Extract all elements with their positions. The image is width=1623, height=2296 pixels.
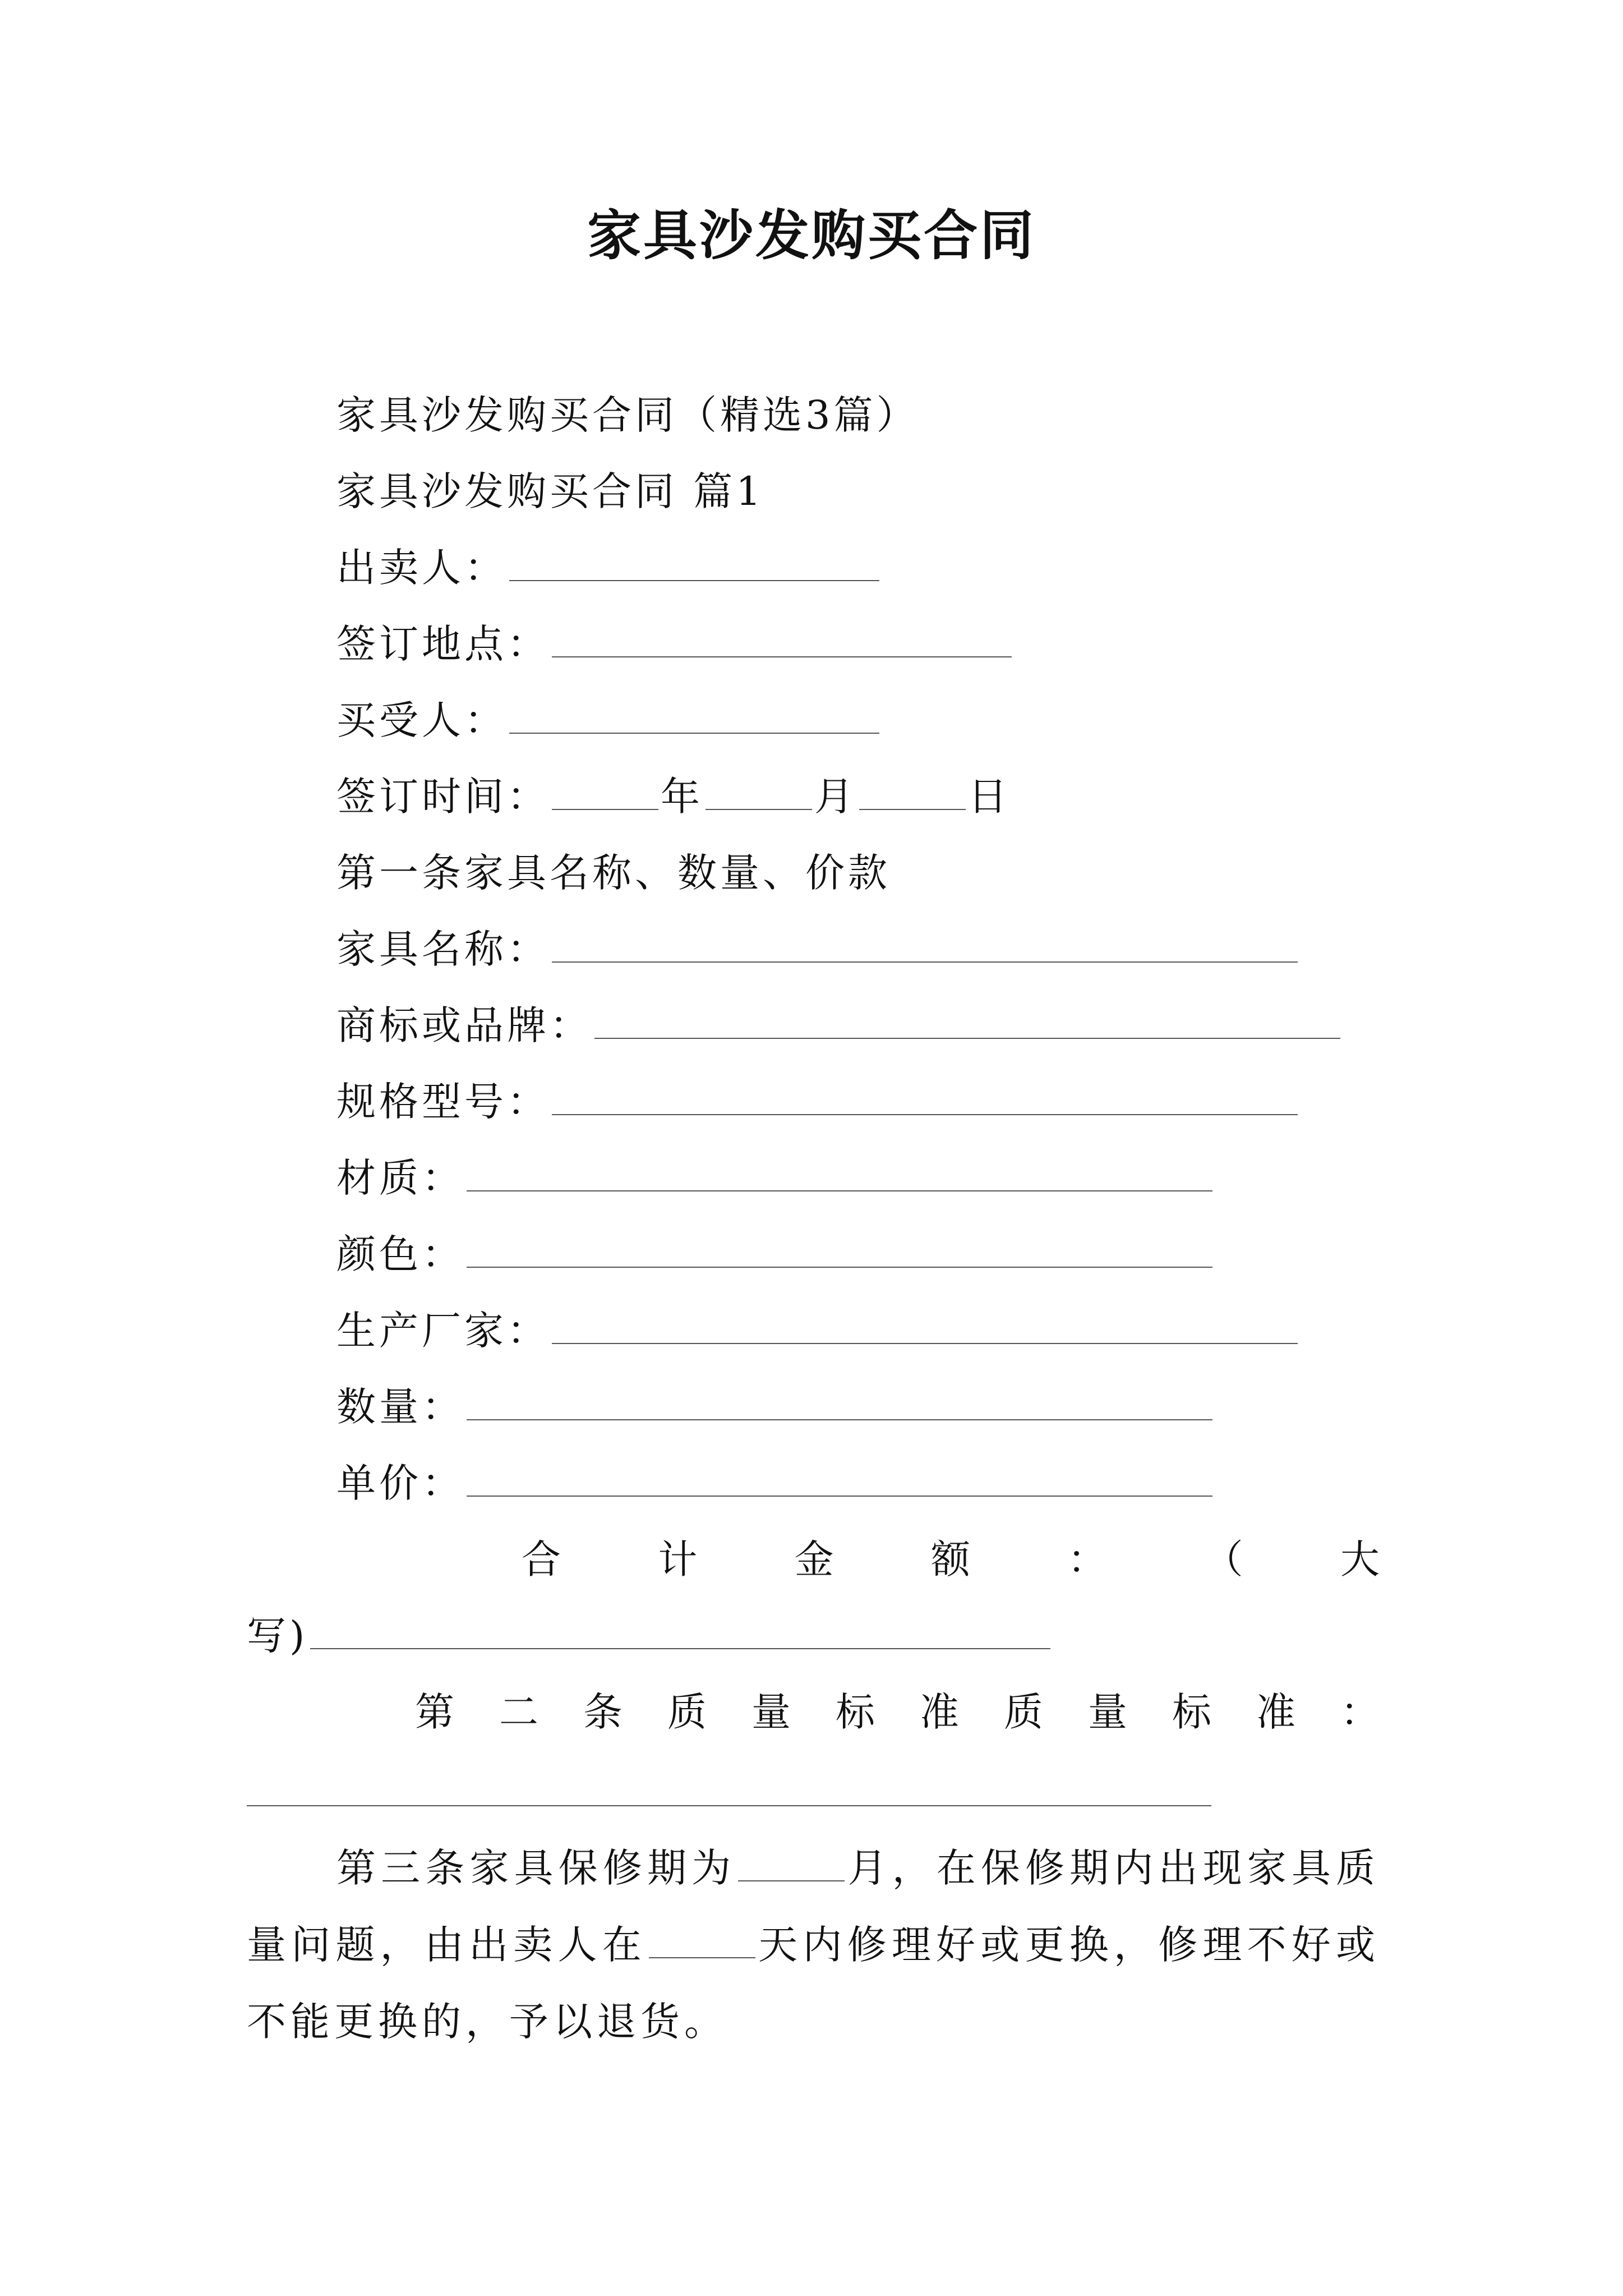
month-label: 月 [814, 774, 857, 820]
article2-char: 二 [499, 1689, 538, 1735]
brand-field [336, 997, 1340, 1053]
article3-text-3: 天内修理好或更换，修理不好或不能更换的，予以退货。 [247, 1922, 1380, 2045]
article2-char: 质 [667, 1689, 707, 1735]
year-label: 年 [661, 774, 703, 820]
unit-price-blank[interactable] [467, 1462, 1212, 1497]
article3-paragraph [247, 1830, 1380, 2060]
total-amount-blank[interactable] [310, 1614, 1050, 1649]
total-amount-field [247, 1608, 1050, 1664]
place-field [336, 616, 1012, 672]
quantity-blank[interactable] [467, 1386, 1212, 1420]
color-blank[interactable] [467, 1233, 1212, 1268]
material-field [336, 1150, 1212, 1206]
section-heading [336, 463, 764, 519]
buyer-field [336, 692, 879, 748]
buyer-label: 买受人： [336, 697, 507, 743]
manufacturer-label: 生产厂家： [336, 1308, 550, 1354]
article2-char: ： [1340, 1689, 1380, 1735]
section-heading-text: 家具沙发购买合同 篇1 [336, 468, 764, 514]
seller-field [336, 540, 879, 596]
date-field [336, 769, 1011, 825]
total-char: ： [1067, 1536, 1107, 1582]
total-char: 计 [658, 1536, 698, 1582]
unit-price-label: 单价： [336, 1460, 464, 1506]
furniture-name-field [336, 921, 1298, 977]
color-label: 颜色： [336, 1231, 464, 1277]
brand-blank[interactable] [594, 1004, 1340, 1039]
article2-char: 标 [1172, 1689, 1211, 1735]
article2-char: 量 [1088, 1689, 1127, 1735]
unit-price-field [336, 1455, 1212, 1511]
total-char: 额 [930, 1536, 970, 1582]
brand-label: 商标或品牌： [336, 1002, 592, 1048]
document-title: 家具沙发购买合同 [587, 204, 1036, 267]
article2-char: 准 [1256, 1689, 1295, 1735]
manufacturer-field [336, 1303, 1298, 1359]
article1-heading [336, 845, 891, 901]
model-blank[interactable] [552, 1080, 1298, 1115]
month-blank[interactable] [706, 775, 812, 810]
seller-label: 出卖人： [336, 545, 507, 591]
furniture-name-blank[interactable] [552, 928, 1298, 963]
article2-char: 第 [415, 1689, 454, 1735]
total-char: 大 [1340, 1536, 1380, 1582]
subtitle-text: 家具沙发购买合同（精选3篇） [336, 392, 919, 438]
article2-char: 条 [583, 1689, 623, 1735]
article1-heading-text: 第一条家具名称、数量、价款 [336, 850, 891, 896]
model-label: 规格型号： [336, 1079, 550, 1125]
buyer-blank[interactable] [509, 699, 879, 734]
article2-heading [415, 1684, 1380, 1740]
material-label: 材质： [336, 1155, 464, 1201]
article2-char: 质 [1004, 1689, 1043, 1735]
seller-blank[interactable] [509, 546, 879, 581]
warranty-months-blank[interactable] [738, 1849, 845, 1881]
place-label: 签订地点： [336, 621, 550, 667]
total-amount-label [522, 1531, 1380, 1588]
place-blank[interactable] [552, 623, 1012, 657]
article2-char: 标 [836, 1689, 875, 1735]
subtitle [336, 387, 919, 443]
quality-standard-blank[interactable] [247, 1805, 1211, 1806]
quantity-label: 数量： [336, 1384, 464, 1430]
total-amount-cont: 写) [247, 1613, 308, 1659]
article2-char: 准 [920, 1689, 959, 1735]
furniture-name-label: 家具名称： [336, 926, 550, 972]
color-field [336, 1226, 1212, 1282]
total-char: 金 [794, 1536, 834, 1582]
material-blank[interactable] [467, 1157, 1212, 1191]
total-char: 合 [522, 1536, 561, 1582]
model-field [336, 1074, 1298, 1130]
article2-char: 量 [751, 1689, 791, 1735]
manufacturer-blank[interactable] [552, 1309, 1298, 1344]
article3-text-2: 月，在保修期内出现家具质量问题，由出卖人在 [247, 1845, 1380, 1968]
day-blank[interactable] [859, 775, 966, 810]
article3-text-1: 第三条家具保修期为 [336, 1845, 736, 1891]
quantity-field [336, 1379, 1212, 1435]
day-label: 日 [968, 774, 1011, 820]
repair-days-blank[interactable] [649, 1926, 755, 1958]
year-blank[interactable] [552, 775, 658, 810]
total-char: （ [1204, 1536, 1243, 1582]
date-label: 签订时间： [336, 774, 550, 820]
